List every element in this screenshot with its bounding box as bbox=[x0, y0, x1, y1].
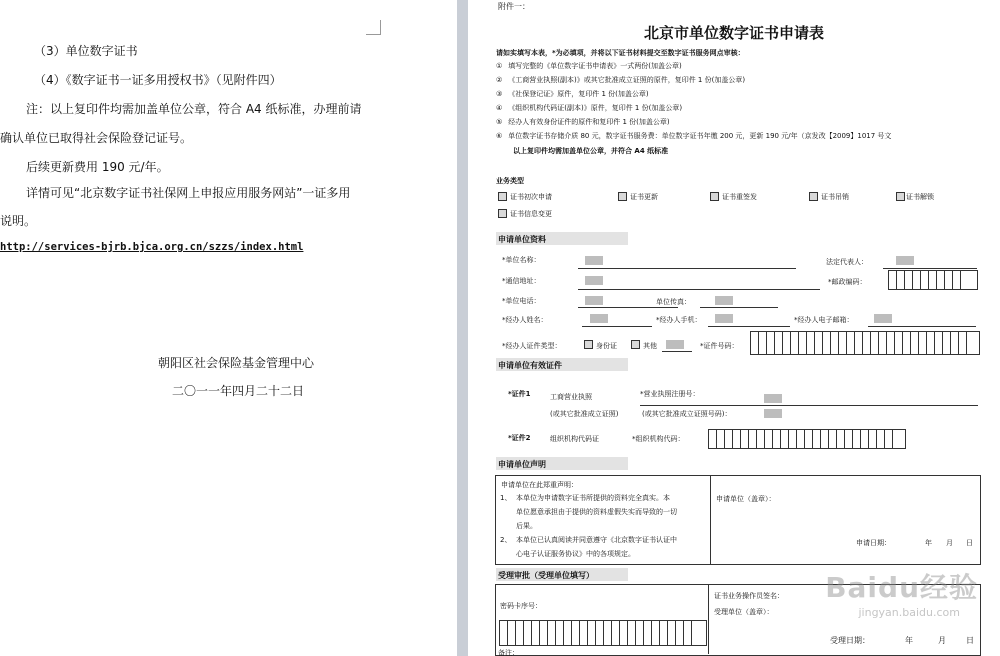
unit-name-field[interactable] bbox=[578, 268, 796, 269]
review-divider bbox=[708, 584, 709, 654]
checkbox-info-change[interactable] bbox=[498, 209, 507, 218]
checkbox-initial-apply[interactable] bbox=[498, 192, 507, 201]
attachment-label: 附件一： bbox=[498, 2, 530, 11]
requirement-6: ⑥ 单位数字证书存储介质 80 元，数字证书服务费：单位数字证书年缴 200 元，更新 190 元/年（京发改【2009】1017 号文 bbox=[496, 132, 892, 140]
declaration-item1-num: 1、 bbox=[500, 494, 512, 502]
doc1-alt-value bbox=[764, 409, 782, 418]
declaration-item2-num: 2、 bbox=[500, 536, 512, 544]
documents-section-title: 申请单位有效证件 bbox=[498, 361, 562, 370]
postcode-label: *邮政编码： bbox=[828, 278, 867, 286]
other-id-value bbox=[666, 340, 684, 349]
doc-date: 二〇一一年四月二十二日 bbox=[172, 384, 305, 398]
org-name: 朝阳区社会保险基金管理中心 bbox=[158, 356, 315, 370]
detail-line-1: 详情可见“北京数字证书社保网上申报应用服务网站”一证多用 bbox=[26, 186, 351, 200]
agent-name-value bbox=[590, 314, 608, 323]
doc1-reg-label: *营业执照注册号： bbox=[640, 390, 700, 398]
declaration-item2-line2: 心电子认证服务协议》中的各项规定。 bbox=[516, 550, 635, 558]
doc2-label: *证件2 bbox=[508, 434, 531, 442]
id-number-grid[interactable] bbox=[750, 331, 980, 355]
declaration-item1-line2: 单位愿意承担由于提供的资料虚假失实而导致的一切 bbox=[516, 508, 677, 516]
option-reissue: 证书重签发 bbox=[722, 193, 757, 201]
unit-name-value bbox=[585, 256, 603, 265]
page-corner-mark bbox=[366, 20, 381, 35]
doc2-code-label: *组织机构代码： bbox=[632, 435, 685, 443]
detail-line-2: 说明。 bbox=[0, 214, 37, 228]
address-field[interactable] bbox=[578, 289, 820, 290]
accept-date-label: 受理日期： bbox=[830, 636, 870, 645]
checkbox-unlock[interactable] bbox=[896, 192, 905, 201]
declaration-section-title: 申请单位声明 bbox=[498, 460, 546, 469]
agent-name-field[interactable] bbox=[582, 326, 652, 327]
form-instruction: 请如实填写本表，*为必填项，并将以下证书材料提交至数字证书服务网点审核： bbox=[496, 49, 745, 57]
agent-email-label: *经办人电子邮箱： bbox=[794, 316, 854, 324]
requirement-3: ③ 《社保登记证》原件，复印件 1 份(加盖公章) bbox=[496, 90, 649, 98]
agent-email-value bbox=[874, 314, 892, 323]
unit-phone-field[interactable] bbox=[578, 307, 678, 308]
unit-fax-label: 单位传真： bbox=[656, 298, 691, 306]
option-renew: 证书更新 bbox=[630, 193, 658, 201]
checkbox-reissue[interactable] bbox=[710, 192, 719, 201]
declaration-item1-line3: 后果。 bbox=[516, 522, 537, 530]
service-url-link[interactable]: http://services-bjrb.bjca.org.cn/szzs/index.html bbox=[0, 241, 304, 253]
applicant-section-title: 申请单位资料 bbox=[498, 235, 546, 244]
doc1-reg-value bbox=[764, 394, 782, 403]
requirement-footer: 以上复印件均需加盖单位公章，并符合 A4 纸标准 bbox=[513, 147, 669, 155]
declaration-item1-line1: 本单位为申请数字证书所提供的资料完全真实。本 bbox=[516, 494, 670, 502]
checkbox-id-card[interactable] bbox=[584, 340, 593, 349]
postcode-grid[interactable] bbox=[888, 270, 978, 290]
requirement-1: ① 填写完整的《单位数字证书申请表》一式两份(加盖公章) bbox=[496, 62, 682, 70]
address-label: *通信地址： bbox=[502, 277, 541, 285]
checkbox-renew[interactable] bbox=[618, 192, 627, 201]
note-line-2: 确认单位已取得社会保险登记证号。 bbox=[0, 131, 193, 145]
requirement-5: ⑤ 经办人有效身份证件的原件和复印件 1 份(加盖公章) bbox=[496, 118, 670, 126]
baidu-watermark: Baidu经验 bbox=[825, 571, 978, 604]
option-initial-apply: 证书初次申请 bbox=[510, 193, 552, 201]
id-card-option: 身份证 bbox=[596, 342, 617, 350]
item-auth-letter: （4）《数字证书一证多用授权书》（见附件四） bbox=[34, 73, 282, 87]
agent-id-type-label: *经办人证件类型： bbox=[502, 342, 562, 350]
doc1-reg-field[interactable] bbox=[640, 405, 978, 406]
note-line-1: 注：以上复印件均需加盖单位公章，符合 A4 纸标准，办理前请 bbox=[26, 102, 362, 116]
application-form-page bbox=[468, 0, 1000, 656]
unit-name-label: *单位名称： bbox=[502, 256, 541, 264]
declaration-item2-line1: 本单位已认真阅读并同意遵守《北京数字证书认证中 bbox=[516, 536, 677, 544]
org-code-grid[interactable] bbox=[708, 429, 906, 449]
password-card-grid[interactable] bbox=[499, 620, 707, 646]
doc1-alt: (或其它批准成立证照) bbox=[550, 410, 619, 418]
option-info-change: 证书信息变更 bbox=[510, 210, 552, 218]
doc1-name: 工商营业执照 bbox=[550, 393, 592, 401]
agent-mobile-field[interactable] bbox=[708, 326, 790, 327]
requirement-4: ④ 《组织机构代码证(副本)》原件，复印件 1 份(加盖公章) bbox=[496, 104, 683, 112]
legal-rep-value bbox=[896, 256, 914, 265]
legal-rep-field[interactable] bbox=[883, 268, 977, 269]
apply-date-label: 申请日期： bbox=[856, 539, 891, 547]
agent-mobile-value bbox=[715, 314, 733, 323]
doc2-name: 组织机构代码证 bbox=[550, 435, 599, 443]
requirement-2: ② 《工商营业执照(副本)》或其它批准成立证照的原件，复印件 1 份(加盖公章) bbox=[496, 76, 746, 84]
accept-month: 月 bbox=[938, 636, 946, 645]
checkbox-other-id[interactable] bbox=[631, 340, 640, 349]
review-section-title: 受理审批（受理单位填写） bbox=[498, 571, 594, 580]
checkbox-revoke[interactable] bbox=[809, 192, 818, 201]
agent-name-label: *经办人姓名： bbox=[502, 316, 548, 324]
accept-year: 年 bbox=[905, 636, 913, 645]
left-document-page bbox=[0, 0, 457, 656]
unit-phone-value bbox=[585, 296, 603, 305]
page-gap bbox=[457, 0, 468, 656]
renewal-fee-text: 后续更新费用 190 元/年。 bbox=[26, 160, 169, 174]
doc1-label: *证件1 bbox=[508, 390, 531, 398]
agent-email-field[interactable] bbox=[868, 326, 976, 327]
agent-mobile-label: *经办人手机： bbox=[656, 316, 702, 324]
accept-day: 日 bbox=[966, 636, 974, 645]
baidu-watermark-url: jingyan.baidu.com bbox=[858, 606, 960, 619]
apply-month: 月 bbox=[946, 539, 953, 547]
other-id-option: 其他 bbox=[643, 342, 657, 350]
other-id-field[interactable] bbox=[662, 351, 692, 352]
accept-unit-label: 受理单位（盖章）： bbox=[714, 608, 774, 616]
apply-year: 年 bbox=[925, 539, 932, 547]
doc1-alt-code: (或其它批准成立证照号码)： bbox=[642, 410, 732, 418]
operator-signature-label: 证书业务操作员签名： bbox=[714, 592, 784, 600]
unit-phone-label: *单位电话： bbox=[502, 297, 541, 305]
address-value bbox=[585, 276, 603, 285]
option-revoke: 证书吊销 bbox=[821, 193, 849, 201]
unit-fax-value bbox=[715, 296, 733, 305]
legal-rep-label: 法定代表人： bbox=[826, 258, 868, 266]
password-card-label: 密码卡序号： bbox=[500, 602, 542, 610]
option-unlock: 证书解锁 bbox=[906, 193, 934, 201]
declaration-divider bbox=[710, 475, 711, 565]
item-unit-cert: （3）单位数字证书 bbox=[34, 44, 138, 58]
declaration-seal-label: 申请单位（盖章）： bbox=[716, 495, 776, 503]
unit-fax-field[interactable] bbox=[700, 307, 778, 308]
id-number-label: *证件号码： bbox=[700, 342, 739, 350]
business-type-label: 业务类型 bbox=[496, 177, 524, 185]
form-title: 北京市单位数字证书申请表 bbox=[644, 24, 825, 42]
remarks-label: 备注： bbox=[498, 649, 519, 656]
apply-day: 日 bbox=[966, 539, 973, 547]
declaration-intro: 申请单位在此郑重声明： bbox=[501, 481, 578, 489]
